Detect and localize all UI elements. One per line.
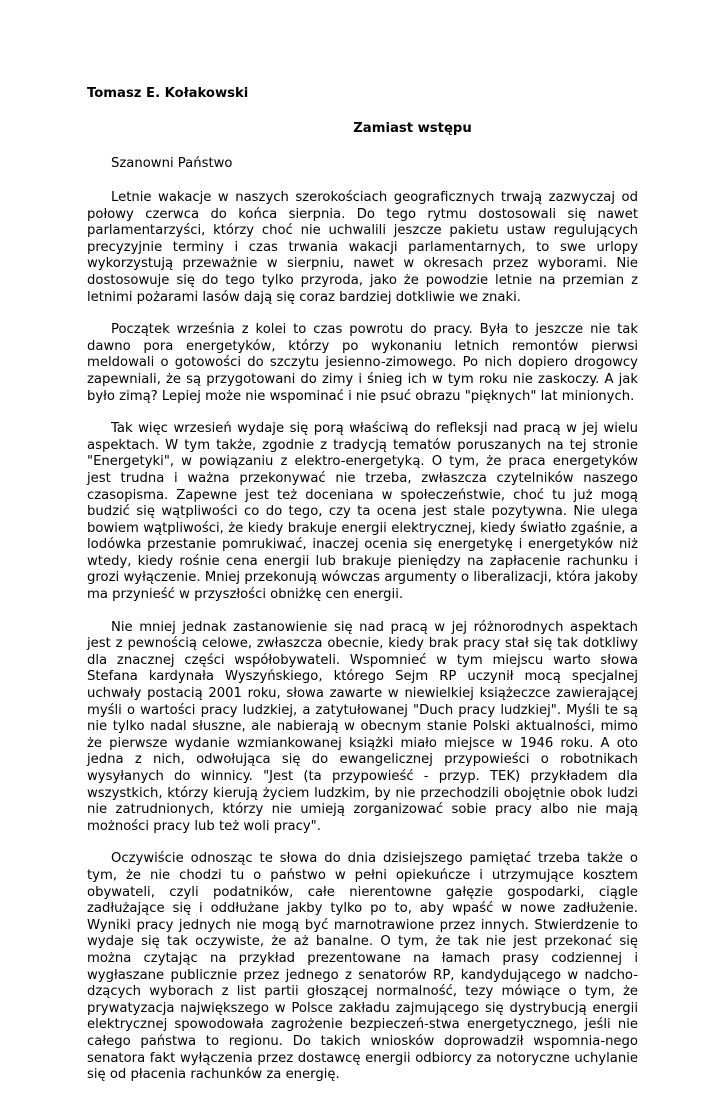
paragraph-4: Nie mniej jednak zastanowienie się nad pracą w jej różnorodnych aspektach jest z pewnością celowe, zwłaszcza obecnie, kiedy brak pracy stał się tak dotkliwy dla znacznej części współobywateli. Wspomnieć w tym miejscu warto słowa Stefana kardynała Wyszyńskiego, którego Sejm RP uczynił mocą specjalnej uchwały postacią 2001 roku, słowa zawarte w niewielkiej książeczce zawierającej myśli o wartości pracy ludzkiej, a zatytułowanej "Duch pracy ludzkiej". Myśli te są nie tylko nadal słuszne, ale nabierają w obecnym stanie Polski aktualności, mimo że pierwsze wydanie wzmiankowanej książki miało miejsce w 1946 roku. A oto jedna z nich, odwołująca się do ewangelicznej przypowieści o robotnikach wysyłanych do winnicy. "Jest (ta przypowieść - przyp. TEK) przykładem dla wszystkich, którzy kierują życiem ludzkim, by nie przechodzili obojętnie obok ludzi nie zatrudnionych, którzy nie umieją zorganizować sobie pracy albo nie mają możności pracy lub też woli pracy". [87,619,638,834]
author-name: Tomasz E. Kołakowski [87,86,249,101]
paragraph-3: Tak więc wrzesień wydaje się porą właściwą do refleksji nad pracą w jej wielu aspektach. W tym także, zgodnie z tradycją tematów poruszanych na tej stronie "Energetyki", w powiązaniu z elektro-energetyką. O tym, że praca energetyków jest trudna i ważna przekonywać nie trzeba, zwłaszcza czytelników naszego czasopisma. Zapewne jest też doceniana w społeczeństwie, choć tu już mogą budzić się wątpliwości co do tego, czy ta ocena jest stale pozytywna. Nie ulega bowiem wątpliwości, że kiedy brakuje energii elektrycznej, kiedy światło zgaśnie, a lodówka przestanie pomrukiwać, inaczej ocenia się energetykę i energetyków niż wtedy, kiedy rośnie cena energii lub brakuje pieniędzy na zapłacenie rachunku i grozi wyłączenie. Mniej przekonują wówczas argumenty o liberalizacji, która jakoby ma przynieść w przyszłości obniżkę cen energii. [87,421,638,603]
paragraph-1: Letnie wakacje w naszych szerokościach geograficznych trwają zazwyczaj od połowy czerwca do końca sierpnia. Do tego rytmu dostosowali się nawet parlamentarzyści, którzy choć nie uchwalili jeszcze pakietu ustaw regulujących precyzyjnie terminy i czas trwania wakacji parlamentarnych, to swe urlopy wykorzystują przeważnie w sierpniu, nawet w okresach przez wyborami. Nie dostosowuje się do tego tylko przyroda, jako że powodzie letnie na przemian z letnimi pożarami lasów dają się coraz bardziej dotkliwie we znaki. [87,190,638,305]
document-page [87,85,638,1100]
paragraph-5: Oczywiście odnosząc te słowa do dnia dzisiejszego pamiętać trzeba także o tym, że nie chodzi tu o państwo w pełni opiekuńcze i utrzymujące kosztem obywateli, czyli podatników, całe nierentowne gałęzie gospodarki, ciągle zadłużające się i oddłużane jakby tylko po to, aby wpaść w nowe zadłużenie. Wyniki pracy jednych nie mogą być marnotrawione przez innych. Stwierdzenie to wydaje się tak oczywiste, że aż banalne. O tym, że tak nie jest przekonać się można czytając na przykład prezentowane na łamach prasy codziennej i wygłaszane publicznie przez jednego z senatorów RP, kandydującego w nadcho-dzących wyborach z list partii głoszącej normalność, tezy mówiące o tym, że prywatyzacja największego w Polsce zakładu zajmującego się dystrybucją energii elektrycznej spowodowała zagrożenie bezpieczeń-stwa energetycznego, jeśli nie całego państwa to regionu. Do takich wniosków doprowadził wspomnia-nego senatora fakt wyłączenia przez dostawcę energii odbiorcy za notoryczne uchylanie się od płacenia rachunków za energię. [87,851,638,1083]
article-title: Zamiast wstępu [353,121,472,136]
paragraph-2: Początek września z kolei to czas powrotu do pracy. Była to jeszcze nie tak dawno pora energetyków, którzy po wykonaniu letnich remontów pierwsi meldowali o gotowości do szczytu jesienno-zimowego. Po nich dopiero drogowcy zapewniali, że są przygotowani do zimy i śnieg ich w tym roku nie zaskoczy. A jak było zimą? Lepiej może nie wspominać i nie psuć obrazu "pięknych" lat minionych. [87,322,638,404]
salutation: Szanowni Państwo [111,156,233,171]
